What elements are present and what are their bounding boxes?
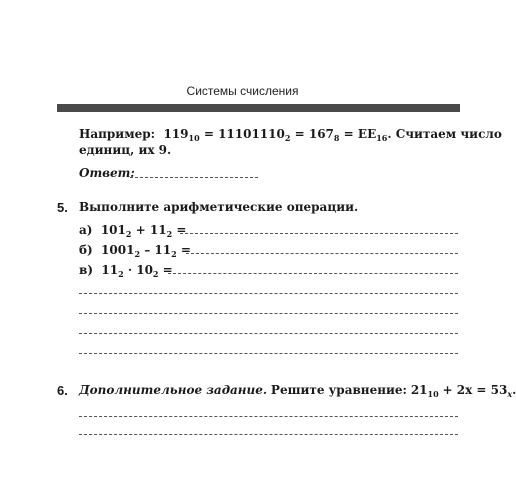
operator: + <box>135 223 146 237</box>
operand-b: 10 <box>136 263 153 277</box>
task-5-number: 5. <box>57 200 68 215</box>
operand-b: 11 <box>149 223 167 237</box>
work-line-4[interactable] <box>79 353 458 354</box>
example-base-1: 10 <box>188 133 200 143</box>
task-5-title: Выполните арифметические операции. <box>79 200 359 214</box>
base: 2 <box>171 249 177 259</box>
work-line-6b[interactable] <box>79 434 458 435</box>
example-base-3: 8 <box>333 133 340 143</box>
operator: · <box>127 263 133 277</box>
base: 2 <box>166 229 173 239</box>
item-letter: в) <box>79 263 94 277</box>
equation-base-1: 10 <box>427 389 439 399</box>
operand-a: 1001 <box>101 243 135 257</box>
example-number-1: 119 <box>163 127 189 141</box>
operand-a: 101 <box>100 223 126 237</box>
item-letter: б) <box>79 243 93 257</box>
equation-middle: + 2x = 53 <box>442 383 508 397</box>
task-6-line <box>79 383 516 397</box>
example-label: Например: <box>79 127 156 141</box>
example-tail: . Считаем число <box>387 127 502 141</box>
extra-task-label: Дополнительное задание. <box>79 383 268 397</box>
answer-line-5a[interactable] <box>180 233 458 234</box>
equation-base-2: x <box>507 389 513 399</box>
base: 2 <box>152 269 159 279</box>
answer-label: Ответ: <box>79 166 135 180</box>
operator: – <box>144 243 151 257</box>
item-letter: а) <box>79 223 93 237</box>
base: 2 <box>134 249 141 259</box>
equation-number-1: 21 <box>410 383 428 397</box>
answer-line[interactable] <box>130 177 258 178</box>
base: 2 <box>118 269 124 279</box>
section-title: Системы счисления <box>186 84 299 98</box>
work-line-1[interactable] <box>79 293 458 294</box>
operand-b: 11 <box>154 243 172 257</box>
work-line-6a[interactable] <box>79 416 458 417</box>
task-5b: б) $1001_2 - 11_2$ = <box>79 243 191 259</box>
example-number-3: 167 <box>308 127 334 141</box>
task-5a: а) $101_2 + 11_2$ = <box>79 223 187 239</box>
work-line-3[interactable] <box>79 333 458 334</box>
example-base-2: 2 <box>284 133 291 143</box>
operand-a: 11 <box>101 263 119 277</box>
base: 2 <box>125 229 132 239</box>
example-number-2: 11101110 <box>218 127 285 141</box>
work-line-2[interactable] <box>79 313 458 314</box>
example-line-2: единиц, их 9. <box>79 143 172 157</box>
answer-line-5b[interactable] <box>186 253 458 254</box>
header-divider <box>57 104 460 112</box>
task-6-number: 6. <box>57 383 68 398</box>
example-base-4: 16 <box>376 133 388 143</box>
example-line-1: Например: $119_{10} = 11101110_2 = 167_8 = EE_{16}$. Считаем число <box>79 127 502 143</box>
answer-line-5c[interactable] <box>168 273 458 274</box>
task-6-text: Решите уравнение: <box>270 383 407 397</box>
task-5c: в) $11_2 \cdot 10_2$ = <box>79 263 173 279</box>
equation-end: . <box>512 383 516 397</box>
example-number-4: EE <box>357 127 377 141</box>
